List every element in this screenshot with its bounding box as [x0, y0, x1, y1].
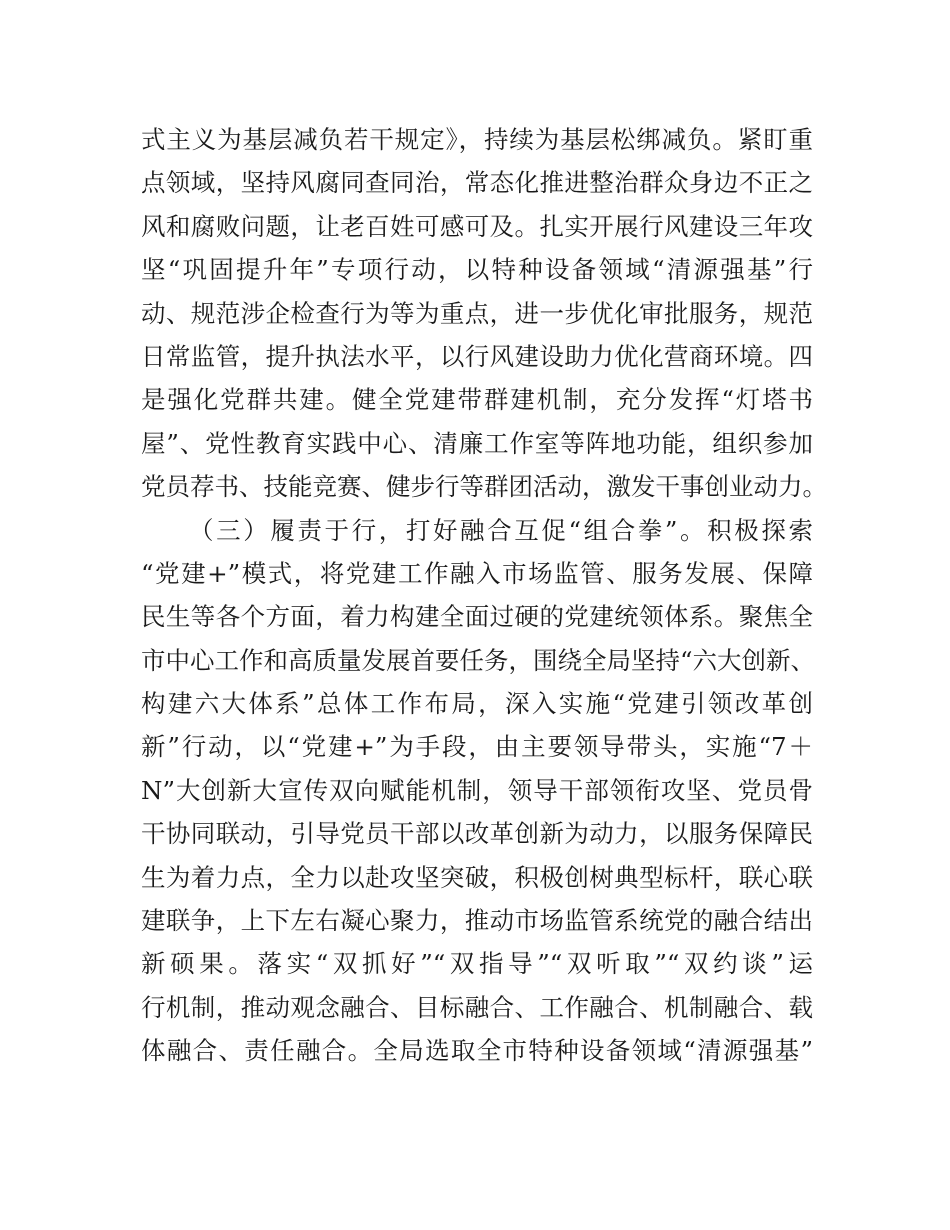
text-line: 建联争，上下左右凝心聚力，推动市场监管系统党的融合结出 — [141, 906, 813, 936]
text-line: 民生等各个方面，着力构建全面过硬的党建统领体系。聚焦全 — [141, 602, 813, 632]
text-line: 党员荐书、技能竞赛、健步行等群团活动，激发干事创业动力。 — [141, 472, 827, 502]
section-heading-line: （三）履责于行，打好融合互促“组合拳”。积极探索 — [189, 515, 813, 545]
text-line: 生为着力点，全力以赴攻坚突破，积极创树典型标杆，联心联 — [141, 862, 813, 892]
text-line: 行机制，推动观念融合、目标融合、工作融合、机制融合、载 — [141, 992, 813, 1022]
text-line: 新硕果。落实“双抓好”“双指导”“双听取”“双约谈”运 — [141, 949, 813, 979]
text-line: 坚“巩固提升年”专项行动，以特种设备领域“清源强基”行 — [141, 255, 813, 285]
text-line: 式主义为基层减负若干规定》，持续为基层松绑减负。紧盯重 — [141, 125, 813, 154]
text-line: 构建六大体系”总体工作布局，深入实施“党建引领改革创 — [141, 689, 813, 719]
text-line: 动、规范涉企检查行为等为重点，进一步优化审批服务，规范 — [141, 298, 813, 328]
text-line: 是强化党群共建。健全党建带群建机制，充分发挥“灯塔书 — [141, 385, 813, 415]
text-line: 新”行动，以“党建+”为手段，由主要领导带头，实施“7＋ — [141, 732, 813, 762]
text-line: “党建+”模式，将党建工作融入市场监管、服务发展、保障 — [141, 558, 813, 588]
text-line: 点领域，坚持风腐同查同治，常态化推进整治群众身边不正之 — [141, 168, 813, 198]
body-text — [141, 118, 827, 1073]
text-line: 屋”、党性教育实践中心、清廉工作室等阵地功能，组织参加 — [141, 428, 813, 458]
text-line: 体融合、责任融合。全局选取全市特种设备领域“清源强基” — [141, 1036, 813, 1066]
text-line: 日常监管，提升执法水平，以行风建设助力优化营商环境。四 — [141, 341, 813, 371]
text-line: 风和腐败问题，让老百姓可感可及。扎实开展行风建设三年攻 — [141, 211, 813, 241]
text-line: 市中心工作和高质量发展首要任务，围绕全局坚持“六大创新、 — [141, 645, 816, 675]
text-line: N”大创新大宣传双向赋能机制，领导干部领衔攻坚、党员骨 — [141, 775, 813, 805]
text-line: 干协同联动，引导党员干部以改革创新为动力，以服务保障民 — [141, 819, 813, 849]
